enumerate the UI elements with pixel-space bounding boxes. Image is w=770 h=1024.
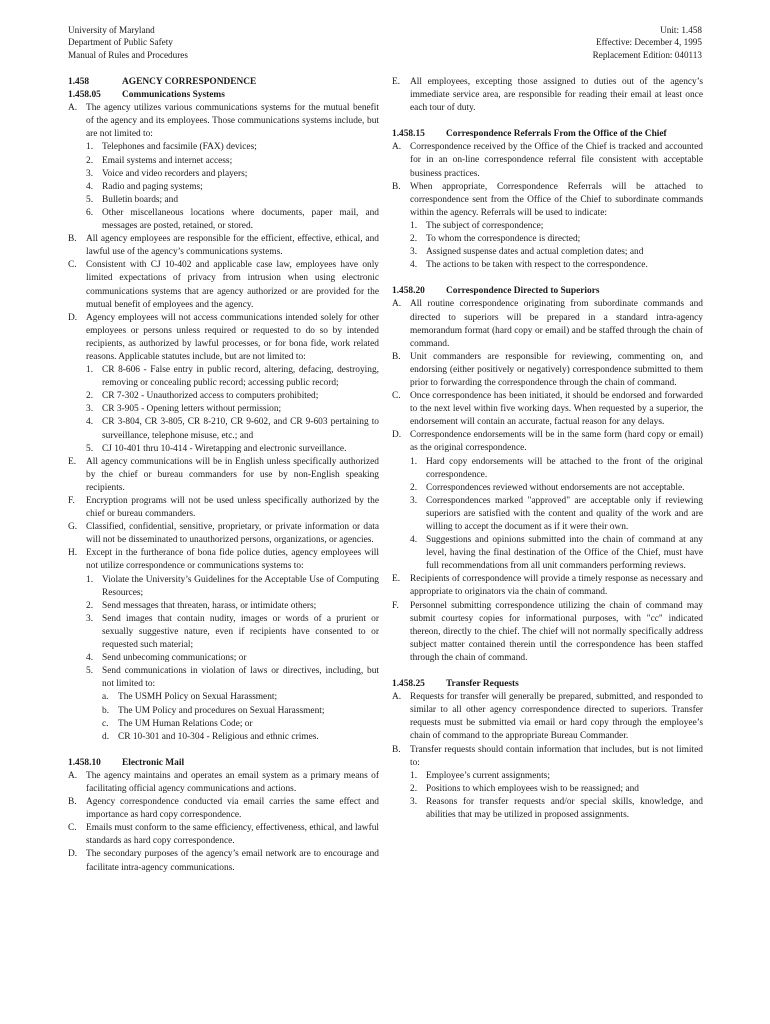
list-item: 2. Email systems and internet access; (86, 155, 233, 166)
paragraph: D. Correspondence endorsements will be in the same form (hard copy or email) as the original correspondence. (392, 430, 703, 454)
list (410, 456, 703, 574)
section-heading: 1.458.25 Transfer Requests (392, 679, 519, 690)
list-item: 1. Violate the University’s Guidelines for the Acceptable Use of Computing Resources; (86, 574, 379, 598)
header-department: Department of Public Safety (68, 37, 173, 48)
list (86, 574, 379, 744)
paragraph: A. All routine correspondence originating from subordinate commands and directed to superiors will be prepared in a standard intra-agency memorandum format (hard copy or email) and be staffed through the chain of command. (392, 299, 703, 349)
section-heading: 1.458.20 Correspondence Directed to Superiors (392, 286, 600, 297)
header-effective: Effective: December 4, 1995 (596, 37, 702, 48)
paragraph: B. When appropriate, Correspondence Referrals will be attached to correspondence sent from the Office of the Chief to subordinate commands within the agency. Referrals will be used to indicate: (392, 181, 703, 218)
list (410, 770, 703, 822)
list-item: c. The UM Human Relations Code; or (102, 718, 253, 729)
section-heading: 1.458.15 Correspondence Referrals From the Office of the Chief (392, 129, 667, 140)
list-item: 4. The actions to be taken with respect to the correspondence. (410, 260, 648, 271)
list-item: 1. Hard copy endorsements will be attached to the front of the original correspondence. (410, 456, 703, 480)
paragraph: H. Except in the furtherance of bona fide police duties, agency employees will not utilize correspondence or communications systems to: (68, 548, 379, 572)
header-left (68, 24, 188, 61)
header-edition: Replacement Edition: 040113 (592, 49, 702, 60)
paragraph: D. Agency employees will not access communications intended solely for other employees or persons unless required or requested to do so by intended recipients, as authorized by lawful processes, or for bona fide, work related reasons. Applicable statutes include, but are not limited to: (68, 312, 379, 362)
header-university: University of Maryland (68, 25, 155, 35)
paragraph: A. The agency maintains and operates an email system as a primary means of facilitating official agency communications and actions. (68, 770, 379, 794)
list-item: 5. Bulletin boards; and (86, 194, 179, 205)
section-heading: 1.458 AGENCY CORRESPONDENCE (68, 77, 257, 87)
list (102, 691, 379, 743)
list (410, 220, 703, 272)
list (86, 141, 379, 233)
list-item: b. The UM Policy and procedures on Sexual Harassment; (102, 705, 325, 716)
header-unit: Unit: 1.458 (660, 25, 702, 35)
list-item: 5. Send communications in violation of laws or directives, including, but not limited to: (86, 666, 379, 690)
paragraph: C. Once correspondence has been initiated, it should be endorsed and forwarded to the next level within five working days. When requested by a superior, the endorsement will contain an accurate, factual reason for any delays. (392, 391, 703, 428)
list-item: 2. Correspondences reviewed without endorsements are not acceptable. (410, 482, 685, 493)
list-item: 3. Reasons for transfer requests and/or special skills, knowledge, and abilities that may be utilized in proposed assignments. (410, 796, 703, 820)
list-item: 4. CR 3-804, CR 3-805, CR 8-210, CR 9-602, and CR 9-603 pertaining to surveillance, telephone misuse, etc.; and (86, 417, 379, 441)
section-heading: 1.458.10 Electronic Mail (68, 757, 185, 768)
list-item: 3. Send images that contain nudity, images or words of a prurient or sexually suggestive nature, even if recipients have consented to or requested such material; (86, 613, 379, 651)
paragraph: B. Transfer requests should contain information that includes, but is not limited to: (392, 744, 703, 768)
list-item: 2. To whom the correspondence is directed; (410, 234, 581, 245)
list-item: 5. CJ 10-401 thru 10-414 - Wiretapping and electronic surveillance. (86, 443, 347, 454)
paragraph: G. Classified, confidential, sensitive, proprietary, or private information or data will not be disseminated to unauthorized persons, organizations, or agencies. (68, 522, 379, 546)
section-heading: 1.458.05 Communications Systems (68, 90, 225, 101)
list-item: 2. Send messages that threaten, harass, or intimidate others; (86, 600, 317, 611)
list-item: 3. Voice and video recorders and players; (86, 168, 248, 179)
paragraph: A. The agency utilizes various communications systems for the mutual benefit of the agency and its employees. Those communications systems include, but are not limited to: (68, 103, 379, 140)
list-item: 3. Assigned suspense dates and actual completion dates; and (410, 247, 644, 258)
paragraph: D. The secondary purposes of the agency’s email network are to encourage and facilitate intra-agency communications. (68, 849, 379, 873)
header-right (593, 24, 702, 61)
paragraph: E. Recipients of correspondence will provide a timely response as necessary and appropriate to originators via the chain of command. (392, 574, 703, 598)
right-column (392, 76, 703, 822)
list-item: 3. Correspondences marked "approved" are acceptable only if reviewing superiors are satisfied with the content and quality of the work and are willing to accept the document as if it were their own. (410, 495, 703, 532)
list-item: a. The USMH Policy on Sexual Harassment; (102, 692, 278, 703)
list-item: 2. Positions to which employees wish to be reassigned; and (410, 783, 639, 794)
list-item: 2. CR 7-302 - Unauthorized access to computers prohibited; (86, 391, 319, 402)
paragraph: E. All agency communications will be in English unless specifically authorized by the chief or bureau commanders for use by non-English speaking recipients. (68, 456, 379, 493)
list-item: 4. Send unbecoming communications; or (86, 653, 247, 664)
list-item: d. CR 10-301 and 10-304 - Religious and ethnic crimes. (102, 731, 319, 742)
paragraph: B. Unit commanders are responsible for reviewing, commenting on, and endorsing (either positively or negatively) correspondence submitted to them prior to forwarding the correspondence through the chain of command. (392, 351, 703, 388)
header-manual: Manual of Rules and Procedures (68, 49, 188, 60)
list-item: 1. Employee’s current assignments; (410, 770, 550, 781)
paragraph: C. Consistent with CJ 10-402 and applicable case law, employees have only limited expectations of privacy from intrusion when using electronic communications systems that are agency authorized or are provided for the mutual benefit of employees and the agency. (68, 260, 379, 310)
left-column (68, 76, 379, 875)
list-item: 6. Other miscellaneous locations where documents, paper mail, and messages are posted, retained, or stored. (86, 207, 379, 232)
list-item: 4. Radio and paging systems; (86, 181, 203, 192)
list-item: 3. CR 3-905 - Opening letters without permission; (86, 404, 282, 415)
paragraph: E. All employees, excepting those assigned to duties out of the agency’s immediate service area, are responsible for reading their email at least once each tour of duty. (392, 77, 703, 114)
paragraph: F. Encryption programs will not be used unless specifically authorized by the chief or bureau commanders. (68, 496, 379, 520)
list-item: 1. CR 8-606 - False entry in public record, altering, defacing, destroying, removing or concealing public record; accessing public record; (86, 365, 379, 389)
paragraph: B. All agency employees are responsible for the efficient, effective, ethical, and lawful use of the agency’s communications systems. (68, 234, 379, 258)
list-item: 4. Suggestions and opinions submitted into the chain of command at any level, having the final destination of the Office of the Chief, must have full recommendations from all unit commanders performing reviews. (410, 535, 703, 572)
list-item: 1. The subject of correspondence; (410, 220, 544, 231)
list-item: 1. Telephones and facsimile (FAX) devices; (86, 142, 257, 153)
list (86, 364, 379, 456)
paragraph: A. Correspondence received by the Office of the Chief is tracked and accounted for in an on-line correspondence referral file consistent with acceptable business practices. (392, 142, 703, 179)
paragraph: C. Emails must conform to the same efficiency, effectiveness, ethical, and lawful standards as hard copy correspondence. (68, 823, 379, 847)
paragraph: F. Personnel submitting correspondence utilizing the chain of command may submit courtesy copies for informational purposes, with "cc" indicated thereon, directly to the chief. The chief will not normally specifically address subject matter contained therein until the correspondence has been staffed through the chain of command. (392, 600, 703, 663)
paragraph: A. Requests for transfer will generally be prepared, submitted, and responded to similar to all other agency correspondence directed to superiors. Transfer requests must be submitted via email or hard copy through the employee’s chain of command to the appropriate Bureau Commander. (392, 692, 703, 742)
paragraph: B. Agency correspondence conducted via email carries the same effect and importance as hard copy correspondence. (68, 797, 379, 821)
